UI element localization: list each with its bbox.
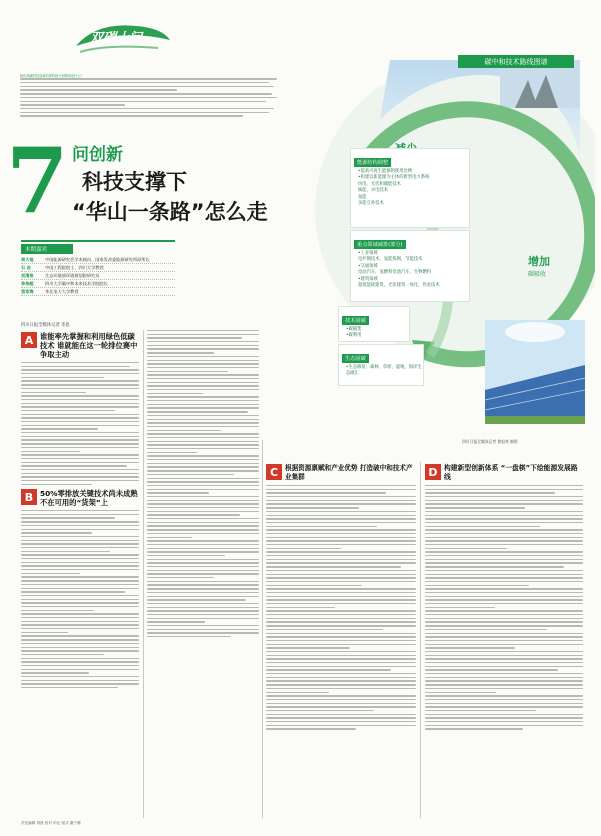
panel-item: •碳利用 <box>346 333 362 339</box>
section-b-letter: B <box>21 489 37 505</box>
panel-item: 电动汽车，氢燃料电池汽车，生物燃料 <box>358 270 432 276</box>
guest-row: 刘清泉 生态环境部环境规划院研究员 <box>21 272 175 280</box>
roadmap-caption: 四川日报全媒体记者 徐祖欢 制图 <box>462 439 518 444</box>
section-a-heading: 谁能率先掌握和利用绿色低碳技术 谁就能在这一轮排位赛中争取主动 <box>40 332 138 359</box>
section-c-heading: 根据资源禀赋和产业优势 打造破中和技术产业集群 <box>285 464 413 481</box>
intro-text <box>20 74 282 119</box>
section-a <box>21 332 139 359</box>
divider <box>143 330 144 818</box>
page-footer: 责任编辑 刘凯 校对 申正 版式 谢宁珊 <box>21 821 81 825</box>
panel-item: •构建以新能源为主体的新型电力系统 <box>358 175 430 181</box>
title-line-1: 问创新 <box>72 145 123 165</box>
panel-heading: 重点领域减排(部分) <box>354 240 406 249</box>
panel-heading: 生态固碳 <box>342 354 369 363</box>
panel-item: •工业领域 <box>358 251 378 256</box>
guest-row: 袁家海 华北电力大学教授 <box>21 288 175 296</box>
panel-tech-sequestration <box>338 306 410 342</box>
panel-eco-sequestration <box>338 344 424 386</box>
guest-row: 周大地 中国能源研究会学术顾问、国家发改委能源研究所原所长 <box>21 256 175 264</box>
increase-sub: 碳吸收 <box>528 271 547 278</box>
guest-row: 石 岩 中国工程院院士、四川大学教授 <box>21 264 175 272</box>
panel-item: •建筑领域 <box>358 276 378 282</box>
section-d-letter: D <box>425 464 441 480</box>
intro-paragraph <box>20 78 282 116</box>
guest-row: 李伟超 四川大学碳中和未来技术学院院长 <box>21 280 175 288</box>
panel-key-sectors <box>350 230 470 302</box>
double-carbon-badge <box>66 18 174 60</box>
panel-heading: 技术固碳 <box>342 316 369 325</box>
section-c <box>266 464 416 482</box>
roadmap-title: 碳中和技术路线图谱 <box>458 55 574 68</box>
section-a-body <box>21 362 139 485</box>
column-3 <box>266 462 416 732</box>
section-b <box>21 489 139 507</box>
section-b-heading: 50%零排放关键技术尚未成熟 不在可用的“货架”上 <box>40 489 138 508</box>
column-4 <box>425 462 583 732</box>
section-c-letter: C <box>266 464 282 480</box>
panel-item: 核能、水电技术 <box>358 188 389 194</box>
panel-heading: 能源结构调整 <box>354 158 391 167</box>
panel-item: •交通领域 <box>358 263 378 269</box>
column-1 <box>21 330 139 691</box>
guest-heading: 本期嘉宾 <box>21 244 73 254</box>
section-d <box>425 464 583 482</box>
intro-lead: 绿色低碳科技创新的现阶段计划路线是什么？ <box>20 74 84 78</box>
panel-item: 氢能 <box>358 194 367 200</box>
section-d-heading: 构建新型创新体系 “一盘棋”下绘能源发展路线 <box>444 464 578 481</box>
section-a-letter: A <box>21 332 37 348</box>
divider <box>262 440 263 818</box>
panel-energy-structure <box>350 148 470 228</box>
panel-item: 多能互补技术 <box>358 201 384 207</box>
badge-text: 双碳十问 <box>90 31 143 46</box>
guest-table <box>21 240 175 296</box>
increase-label: 增加 <box>528 255 550 268</box>
section-b-body <box>21 510 139 688</box>
panel-item: •生态修复：森林、草原、湿地、海洋生态碳汇 <box>346 365 422 377</box>
byline: 四川日报全媒体记者 李思 <box>21 323 70 328</box>
column-2 <box>147 330 259 640</box>
title-line-3: “华山一条路”怎么走 <box>72 200 268 224</box>
panel-item: 风电、光伏和储能技术 <box>358 181 401 187</box>
panel-item: •提高可再生能源的使用比例 <box>358 169 413 174</box>
panel-item: •碳捕集 <box>346 327 362 332</box>
column-2-body <box>147 330 259 637</box>
section-c-body <box>266 485 416 730</box>
section-d-body <box>425 485 583 730</box>
title-number: 7 <box>6 128 69 234</box>
title-line-2: 科技支撑下 <box>82 170 187 194</box>
panel-item: 超低能耗建筑，光伏建筑一体化，热泵技术 <box>358 283 440 289</box>
panel-item: 电炉钢技术，氢能炼钢，节能技术 <box>358 257 423 263</box>
divider <box>420 462 421 818</box>
